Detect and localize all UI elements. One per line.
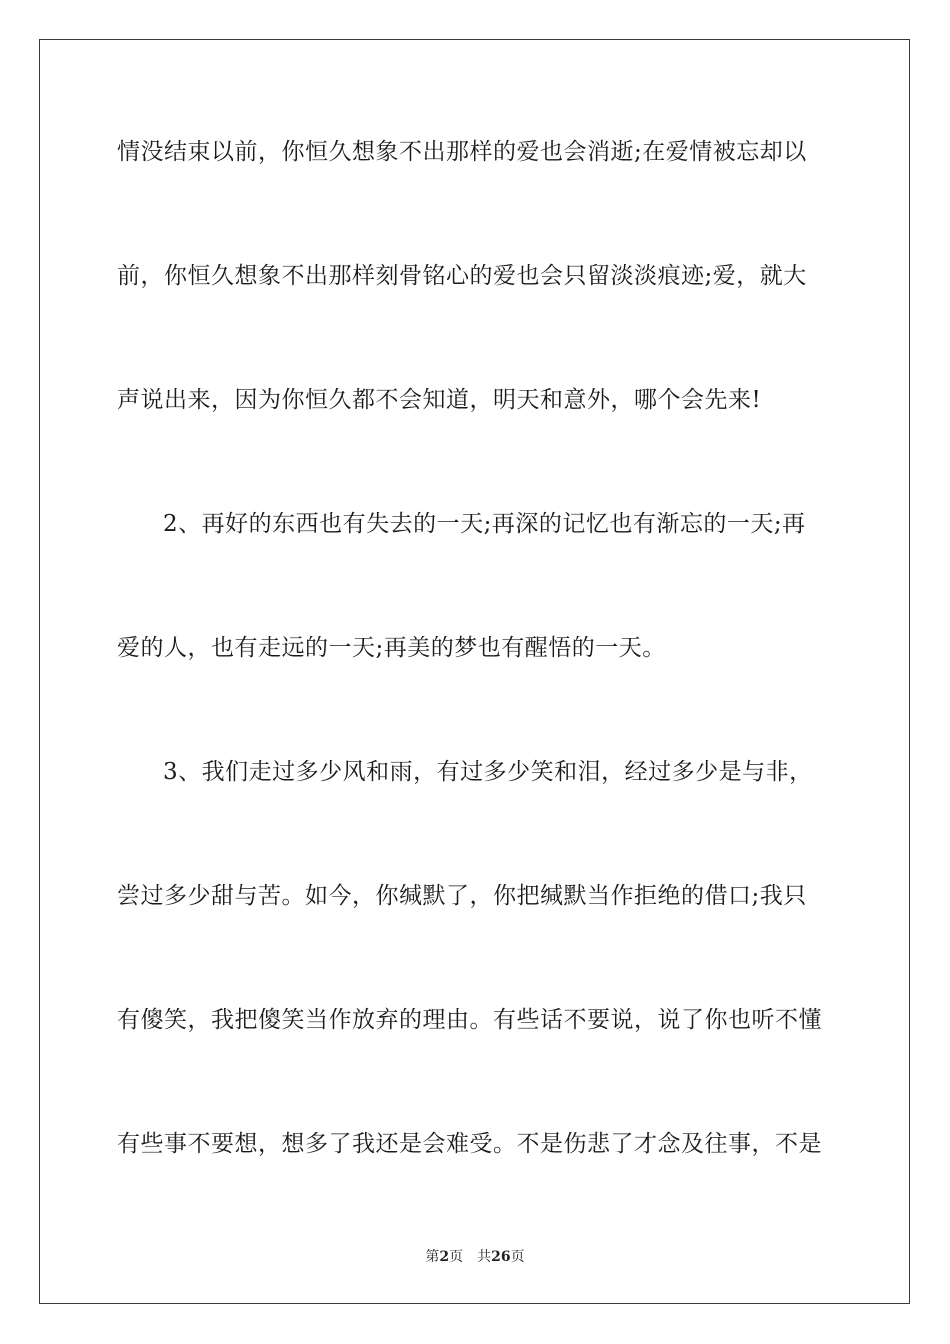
body-text-line: 爱的人，也有走远的一天;再美的梦也有醒悟的一天。 [117, 635, 666, 661]
total-prefix: 共 [477, 1249, 492, 1265]
body-text-line: 尝过多少甜与苦。如今，你缄默了，你把缄默当作拒绝的借口;我只 [117, 883, 807, 909]
body-text-line: 声说出来，因为你恒久都不会知道，明天和意外，哪个会先来! [117, 387, 762, 413]
body-text-line: 情没结束以前，你恒久想象不出那样的爱也会消逝;在爱情被忘却以 [117, 139, 807, 165]
paragraph-2-start: 2、再好的东西也有失去的一天;再深的记忆也有渐忘的一天;再 [163, 511, 806, 537]
body-text-line: 有傻笑，我把傻笑当作放弃的理由。有些话不要说，说了你也听不懂 [117, 1007, 822, 1033]
page-prefix: 第 [425, 1249, 440, 1265]
total-suffix: 页 [510, 1249, 525, 1265]
page-number: 2 [439, 1249, 450, 1265]
total-pages: 26 [491, 1249, 511, 1265]
page-border [39, 39, 910, 1304]
paragraph-3-start: 3、我们走过多少风和雨，有过多少笑和泪，经过多少是与非， [163, 759, 813, 785]
page-footer [0, 1247, 950, 1267]
body-text-line: 前，你恒久想象不出那样刻骨铭心的爱也会只留淡淡痕迹;爱，就大 [117, 263, 807, 289]
body-text-line: 有些事不要想，想多了我还是会难受。不是伤悲了才念及往事，不是 [117, 1131, 822, 1157]
page-suffix: 页 [449, 1249, 464, 1265]
